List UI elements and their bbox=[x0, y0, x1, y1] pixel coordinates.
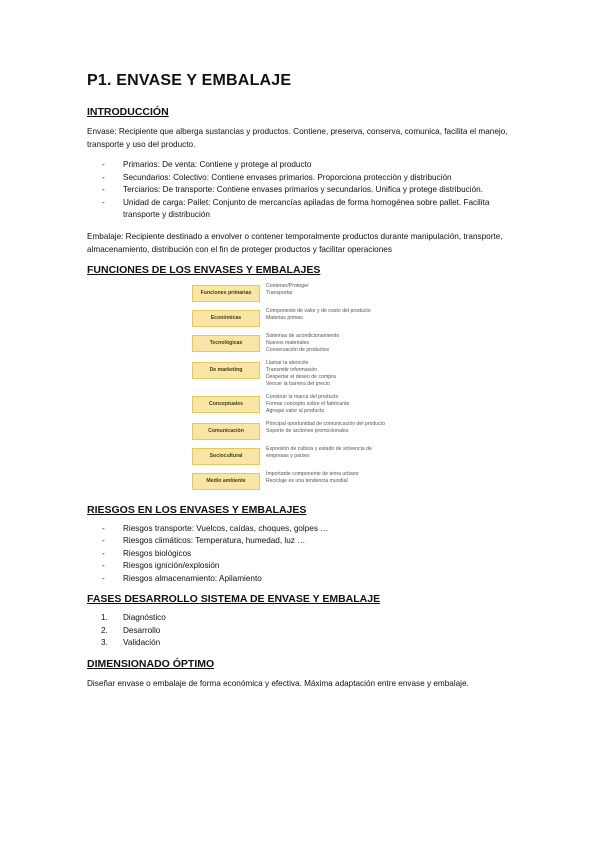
function-line: Llamar la atención bbox=[266, 359, 309, 366]
function-line: Componente de valor y de costo del producto bbox=[266, 307, 371, 314]
list-item bbox=[87, 625, 527, 638]
heading-fases: FASES DESARROLLO SISTEMA DE ENVASE Y EMBALAJE bbox=[87, 593, 381, 605]
function-line: Materias primas bbox=[266, 314, 303, 321]
list-item: - Secundarios: Colectivo: Contiene envases primarios. Proporciona protección y distribución bbox=[87, 172, 527, 185]
function-label: Económicas bbox=[192, 310, 260, 327]
list-number: 3. bbox=[101, 638, 108, 647]
document-content bbox=[87, 72, 527, 698]
function-description bbox=[266, 421, 385, 435]
list-item: - Riesgos biológicos bbox=[87, 548, 527, 561]
function-label: Comunicación bbox=[192, 423, 260, 440]
list-item: - Primarios: De venta: Contiene y protege al producto bbox=[87, 159, 527, 172]
function-label: Conceptuales bbox=[192, 396, 260, 413]
list-item bbox=[87, 637, 527, 650]
function-label: Sociocultural bbox=[192, 448, 260, 465]
function-description bbox=[266, 471, 359, 485]
fases-list bbox=[87, 612, 527, 650]
function-description bbox=[266, 308, 371, 322]
list-item: - Riesgos ignición/explosión bbox=[87, 560, 527, 573]
heading-funciones: FUNCIONES DE LOS ENVASES Y EMBALAJES bbox=[87, 263, 321, 276]
heading-riesgos: RIESGOS EN LOS ENVASES Y EMBALAJES bbox=[87, 503, 307, 516]
function-line: Agregar valor al producto bbox=[266, 407, 325, 414]
function-line: Vencer la barrera del precio bbox=[266, 380, 330, 387]
list-text: Desarrollo bbox=[123, 625, 161, 635]
function-label: Medio ambiente bbox=[192, 473, 260, 490]
function-line: Formar concepto sobre el fabricante bbox=[266, 400, 350, 407]
function-line: Expresión de cultura y estado de solvencia de bbox=[266, 445, 372, 452]
list-item: - Unidad de carga: Pallet: Conjunto de mercancías apiladas de forma homogénea sobre pallet. Facilita transporte y distribución bbox=[87, 197, 527, 222]
function-row bbox=[192, 360, 442, 388]
function-line: Sistemas de acondicionamiento bbox=[266, 332, 340, 339]
function-line: Nuevos materiales bbox=[266, 339, 309, 346]
function-line: Principal oportunidad de comunicación del producto bbox=[266, 420, 386, 427]
function-line: Soporte de acciones promocionales bbox=[266, 427, 349, 434]
function-line: Despertar el deseo de compra bbox=[266, 373, 336, 380]
function-line: Importante componente de tema urbano bbox=[266, 470, 359, 477]
list-item: - Riesgos climáticos: Temperatura, humedad, luz … bbox=[87, 535, 527, 548]
list-item: - Terciarios: De transporte: Contiene envases primarios y secundarios. Unifica y protege distribución. bbox=[87, 184, 527, 197]
riesgos-list bbox=[87, 523, 527, 586]
function-row bbox=[192, 394, 442, 415]
list-item bbox=[87, 612, 527, 625]
dimensionado-paragraph: Diseñar envase o embalaje de forma económica y efectiva. Máxima adaptación entre envase y embalaje. bbox=[87, 678, 469, 688]
list-item: - Riesgos almacenamiento: Apilamiento bbox=[87, 573, 527, 586]
function-line: Transmitir información bbox=[266, 366, 318, 373]
list-item: - Riesgos transporte: Vuelcos, caídas, choques, golpes … bbox=[87, 523, 527, 536]
function-row bbox=[192, 283, 442, 302]
function-line: Contener/Proteger bbox=[266, 282, 309, 289]
function-row bbox=[192, 333, 442, 354]
function-description bbox=[266, 333, 339, 354]
function-description bbox=[266, 283, 309, 297]
function-label: Funciones primarias bbox=[192, 285, 260, 302]
list-number: 2. bbox=[101, 625, 108, 635]
function-line: Transportar bbox=[266, 289, 293, 296]
function-row bbox=[192, 421, 442, 440]
list-text: Validación bbox=[123, 638, 161, 647]
list-text: Diagnóstico bbox=[123, 613, 166, 622]
function-label: Tecnológicas bbox=[192, 335, 260, 352]
list-number: 1. bbox=[101, 613, 108, 622]
funciones-figure bbox=[192, 283, 442, 490]
function-row bbox=[192, 308, 442, 327]
embalaje-definition: Embalaje: Recipiente destinado a envolver o contener temporalmente productos durante manipulación, transporte, almacenamiento, distribución con el fin de proteger productos y facilitar operaciones bbox=[87, 231, 503, 254]
function-label: De marketing bbox=[192, 362, 260, 379]
function-description bbox=[266, 394, 349, 415]
function-line: Conservación de productos bbox=[266, 346, 330, 353]
function-line: Reciclaje es una tendencia mundial bbox=[266, 477, 348, 484]
function-row bbox=[192, 471, 442, 490]
function-row bbox=[192, 446, 442, 465]
envase-definition: Envase: Recipiente que alberga sustancias y productos. Contiene, preserva, conserva, comunica, facilita el manejo, transporte y uso del producto. bbox=[87, 127, 508, 149]
heading-introduccion: INTRODUCCIÓN bbox=[87, 106, 169, 118]
function-description bbox=[266, 446, 372, 460]
function-line: empresas y países bbox=[266, 452, 310, 459]
envase-types-list bbox=[87, 159, 527, 222]
function-description bbox=[266, 360, 336, 388]
function-line: Construir la marca del producto bbox=[266, 393, 339, 400]
heading-dimensionado: DIMENSIONADO ÓPTIMO bbox=[87, 657, 215, 670]
page-title: P1. ENVASE Y EMBALAJE bbox=[87, 72, 292, 89]
